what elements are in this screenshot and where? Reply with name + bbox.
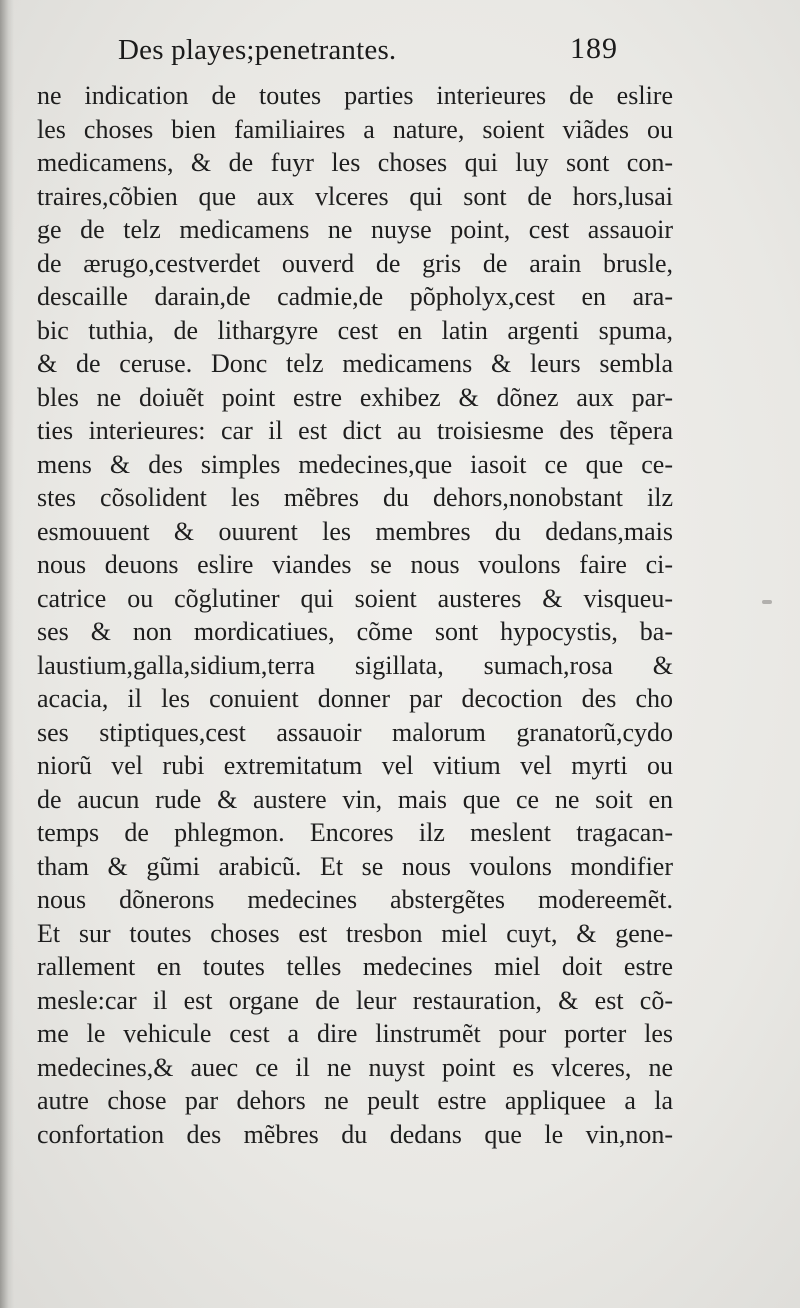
page-header [118, 34, 618, 74]
text-line: ties interieures: car il est dict au troisiesme des tẽpera [37, 416, 673, 445]
text-line: nous dõnerons medecines abstergẽtes modereemẽt. [37, 885, 673, 914]
text-line: ne indication de toutes parties interieures de eslire [37, 81, 673, 110]
text-line: acacia, il les conuient donner par decoction des cho [37, 684, 673, 713]
text-line: & de ceruse. Donc telz medicamens & leurs sembla [37, 349, 673, 378]
text-line: traires,cõbien que aux vlceres qui sont de hors,lusai [37, 181, 673, 211]
text-line: bles ne doiuẽt point estre exhibez & dõnez aux par- [37, 382, 673, 412]
page-number: 189 [570, 32, 618, 65]
text-line: me le vehicule cest a dire linstrumẽt pour porter les [37, 1019, 673, 1048]
text-line: nous deuons eslire viandes se nous voulons faire ci- [37, 550, 673, 579]
text-line: autre chose par dehors ne peult estre appliquee a la [37, 1086, 673, 1115]
text-line: medecines,& auec ce il ne nuyst point es vlceres, ne [37, 1052, 673, 1082]
text-line: niorũ vel rubi extremitatum vel vitium vel myrti ou [37, 751, 673, 780]
text-line: descaille darain,de cadmie,de põpholyx,cest en ara- [37, 282, 673, 311]
gutter-shadow [0, 0, 14, 1308]
text-line: de aucun rude & austere vin, mais que ce ne soit en [37, 784, 673, 814]
text-line: catrice ou cõglutiner qui soient austeres & visqueu- [37, 583, 673, 613]
text-line: ses & non mordicatiues, cõme sont hypocystis, ba- [37, 617, 673, 646]
text-line: mens & des simples medecines,que iasoit ce que ce- [37, 449, 673, 479]
text-line: tham & gũmi arabicũ. Et se nous voulons mondifier [37, 851, 673, 881]
text-line: Et sur toutes choses est tresbon miel cuyt, & gene- [37, 918, 673, 948]
text-line: ses stiptiques,cest assauoir malorum granatorũ,cydo [37, 717, 673, 747]
text-line: medicamens, & de fuyr les choses qui luy sont con- [37, 148, 673, 177]
text-line: mesle:car il est organe de leur restauration, & est cõ- [37, 985, 673, 1015]
text-line: bic tuthia, de lithargyre cest en latin argenti spuma, [37, 315, 673, 345]
text-line: temps de phlegmon. Encores ilz meslent tragacan- [37, 818, 673, 847]
text-line: esmouuent & ouurent les membres du dedans,mais [37, 516, 673, 546]
text-line: les choses bien familiaires a nature, soient viãdes ou [37, 114, 673, 144]
running-title: Des playes;penetrantes. [118, 34, 397, 66]
text-line: laustium,galla,sidium,terra sigillata, sumach,rosa & [37, 650, 673, 680]
text-line: ge de telz medicamens ne nuyse point, cest assauoir [37, 215, 673, 244]
ink-smudge [762, 600, 772, 604]
body-text [37, 79, 673, 1151]
text-line: stes cõsolident les mẽbres du dehors,nonobstant ilz [37, 483, 673, 512]
text-line: confortation des mẽbres du dedans que le vin,non- [37, 1119, 673, 1149]
text-line: de ærugo,cestverdet ouverd de gris de arain brusle, [37, 248, 673, 278]
text-line: rallement en toutes telles medecines miel doit estre [37, 952, 673, 981]
